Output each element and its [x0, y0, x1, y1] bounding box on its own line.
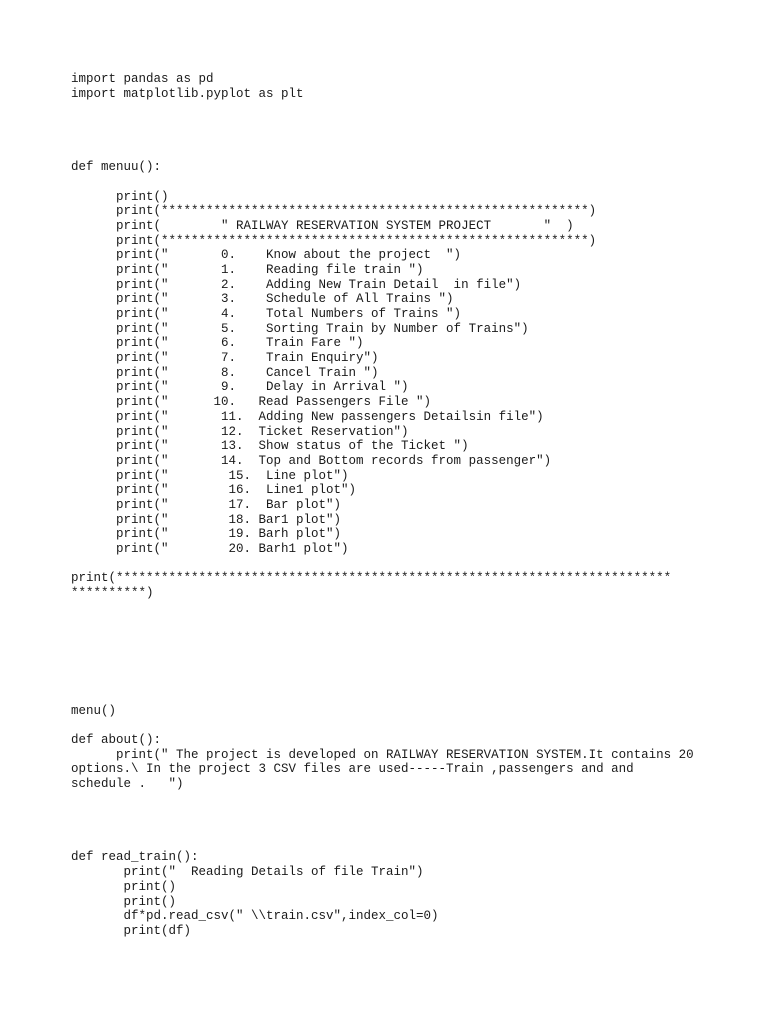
- code-line: [71, 101, 731, 116]
- code-line: df*pd.read_csv(" \\train.csv",index_col=0): [71, 909, 439, 924]
- code-line: print(" Reading Details of file Train"): [71, 865, 424, 880]
- code-line: print(" 3. Schedule of All Trains "): [71, 292, 454, 307]
- code-line: [71, 557, 731, 572]
- code-line: menu(): [71, 703, 117, 718]
- code-line: print(" 12. Ticket Reservation"): [71, 424, 409, 439]
- code-line: print(" 6. Train Fare "): [71, 336, 364, 351]
- code-line: [71, 836, 731, 851]
- code-line: print(*********************************************************): [71, 233, 597, 248]
- code-line: print(" 16. Line1 plot"): [71, 483, 357, 498]
- code-line: schedule . "): [71, 777, 184, 791]
- code-line: print(" 7. Train Enquiry"): [71, 351, 379, 366]
- code-line: def about():: [71, 732, 162, 747]
- code-line: print(*********************************************************): [71, 204, 597, 219]
- code-line: print(" 14. Top and Bottom records from passenger"): [71, 453, 552, 468]
- code-line: [71, 674, 731, 689]
- code-line: print(" 13. Show status of the Ticket "): [71, 439, 469, 454]
- code-line: print(" 5. Sorting Train by Number of Trains"): [71, 321, 529, 336]
- code-line: **********): [71, 586, 154, 601]
- code-line: print(" 18. Bar1 plot"): [71, 512, 342, 527]
- code-line: print(" 11. Adding New passengers Detailsin file"): [71, 409, 544, 424]
- code-line: print(**************************************************************************: [71, 571, 672, 586]
- code-line: print(): [71, 879, 177, 894]
- code-line: print(" 10. Read Passengers File "): [71, 395, 432, 410]
- code-line: [71, 116, 731, 131]
- code-line: [71, 689, 731, 704]
- code-line: print(" 2. Adding New Train Detail in file"): [71, 277, 522, 292]
- code-line: print( " RAILWAY RESERVATION SYSTEM PROJECT " ): [71, 218, 574, 233]
- code-line: print(" The project is developed on RAILWAY RESERVATION SYSTEM.It contains 20: [71, 747, 694, 762]
- code-line: import pandas as pd: [71, 72, 214, 86]
- code-line: import matplotlib.pyplot as plt: [71, 86, 304, 101]
- code-line: [71, 145, 731, 160]
- code-line: [71, 806, 731, 821]
- code-line: print(" 0. Know about the project "): [71, 248, 462, 263]
- code-line: print(" 17. Bar plot"): [71, 497, 342, 512]
- code-line: print(): [71, 189, 169, 204]
- code-line: [71, 821, 731, 836]
- code-line: def menuu():: [71, 160, 162, 175]
- code-line: [71, 131, 731, 146]
- code-line: options.\ In the project 3 CSV files are used-----Train ,passengers and and: [71, 762, 634, 777]
- code-line: print(" 20. Barh1 plot"): [71, 542, 349, 556]
- code-line: print(" 9. Delay in Arrival "): [71, 380, 409, 395]
- code-line: print(" 1. Reading file train "): [71, 262, 424, 277]
- code-line: def read_train():: [71, 850, 199, 865]
- code-line: print(" 4. Total Numbers of Trains "): [71, 307, 462, 321]
- code-line: [71, 615, 731, 630]
- code-line: print(): [71, 894, 177, 909]
- code-line: [71, 630, 731, 645]
- code-line: [71, 601, 731, 616]
- code-line: print(" 15. Line plot"): [71, 468, 349, 483]
- code-line: [71, 718, 731, 733]
- code-line: print(" 19. Barh plot"): [71, 527, 342, 542]
- code-line: [71, 660, 731, 675]
- code-line: print(" 8. Cancel Train "): [71, 365, 379, 380]
- code-document: [71, 72, 731, 939]
- code-line: print(df): [71, 923, 192, 938]
- code-line: [71, 645, 731, 660]
- code-line: [71, 175, 731, 190]
- code-line: [71, 792, 731, 807]
